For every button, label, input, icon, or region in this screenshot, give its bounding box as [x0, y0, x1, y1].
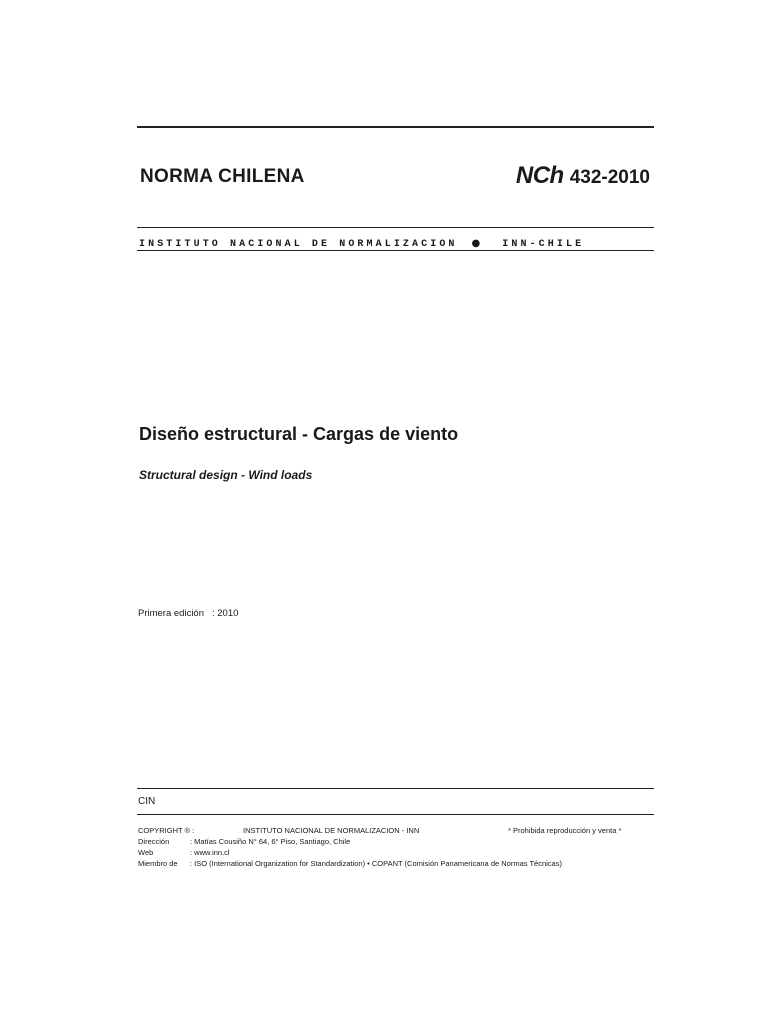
standard-code [516, 162, 650, 190]
institute-line [139, 238, 584, 250]
miembro-line [138, 859, 562, 868]
institute-rule-bottom [137, 250, 654, 251]
miembro-label: Miembro de [138, 859, 178, 868]
nch-mark: NCh [515, 162, 564, 189]
footer-rule-bottom [137, 814, 654, 815]
institute-rule-top [137, 227, 654, 228]
copyright-value: INSTITUTO NACIONAL DE NORMALIZACION - INN [243, 826, 420, 835]
edition-label: Primera edición [138, 608, 204, 619]
web-label: Web [138, 848, 154, 857]
document-title: Diseño estructural - Cargas de viento [139, 424, 459, 444]
institute-name: INSTITUTO NACIONAL DE NORMALIZACION [139, 239, 458, 250]
copyright-label: COPYRIGHT ® : [138, 826, 195, 835]
document-subtitle: Structural design - Wind loads [139, 468, 313, 482]
bullet-separator: ● [471, 238, 481, 249]
top-rule [137, 126, 654, 128]
nch-number: 432-2010 [569, 167, 650, 188]
edition-line [138, 608, 238, 619]
norma-chilena-heading: NORMA CHILENA [140, 166, 305, 187]
web-value: : www.inn.cl [190, 848, 230, 857]
miembro-value: : ISO (International Organization for Standardization) • COPANT (Comisión Panamericana de Normas Técnicas) [190, 859, 562, 868]
cin-label: CIN [138, 796, 156, 807]
direccion-value: : Matías Cousiño N° 64, 6° Piso, Santiago, Chile [190, 837, 351, 846]
web-line [138, 848, 230, 857]
copyright-line [138, 826, 655, 835]
edition-value: : 2010 [212, 608, 239, 619]
prohibition-notice: * Prohibida reproducción y venta * [508, 826, 622, 835]
inn-chile-label: INN-CHILE [502, 239, 585, 250]
footer-rule-top [137, 788, 654, 789]
direccion-label: Dirección [138, 837, 170, 846]
direccion-line [138, 837, 350, 846]
